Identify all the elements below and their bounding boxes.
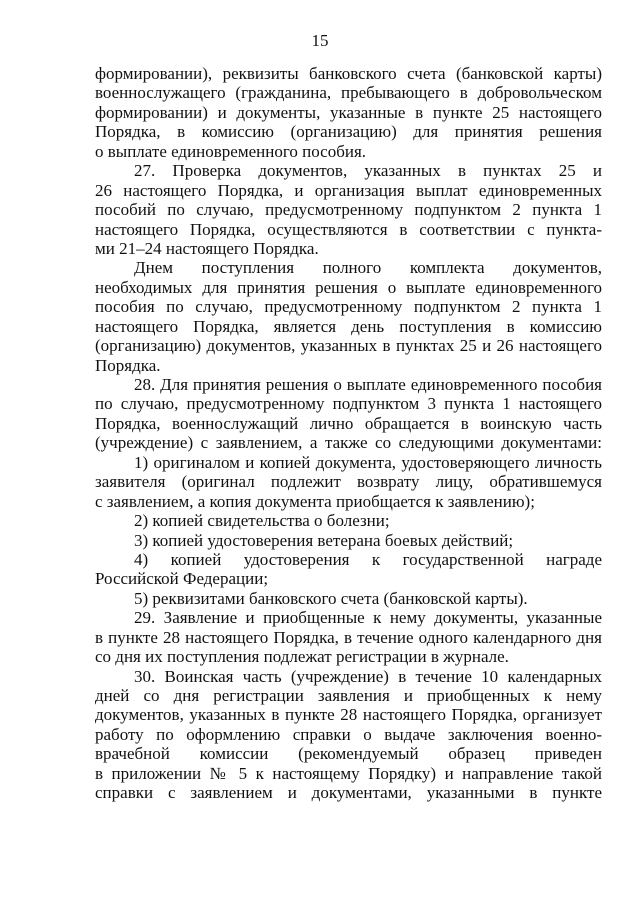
text-line: (учреждение) с заявлением, а также со следующими документами: [95,433,602,453]
document-body [95,64,602,803]
text-line: 3) копией удостоверения ветерана боевых действий; [134,530,514,550]
text-line: 29. Заявление и приобщенные к нему документы, указанные [134,608,602,628]
text-line: Порядка. [95,355,161,375]
text-line: военнослужащего (гражданина, пребывающего в добровольческом [95,83,602,103]
text-line: формировании) и документы, указанные в пункте 25 настоящего [95,102,602,122]
text-line: (организацию) документов, указанных в пунктах 25 и 26 настоящего [95,336,602,356]
text-line: 4) копией удостоверения к государственной награде [134,549,602,569]
text-line: Российской Федерации; [95,569,269,589]
text-line: 28. Для принятия решения о выплате единовременного пособия [134,375,602,394]
text-line: необходимых для принятия решения о выплате единовременного [95,277,602,297]
text-line: заявителя (оригинал подлежит возврату лицу, обратившемуся [95,472,602,492]
text-line: формировании), реквизиты банковского счета (банковской карты) [95,64,602,83]
text-line: со дня их поступления подлежат регистрации в журнале. [95,647,509,667]
text-line: в приложении № 5 к настоящему Порядку) и направление такой [95,763,602,783]
text-line: дней со дня регистрации заявления и приобщенных к нему [95,686,602,705]
text-line: Днем поступления полного комплекта документов, [134,258,602,278]
text-line: врачебной комиссии (рекомендуемый образец приведен [95,744,602,764]
text-line: пособий по случаю, предусмотренному подпунктом 2 пункта 1 [95,200,602,220]
text-line: настоящего Порядка, является день поступления в комиссию [95,316,602,336]
text-line: 26 настоящего Порядка, и организация выплат единовременных [95,180,602,200]
page-number: 15 [311,31,329,50]
text-line: 2) копией свидетельства о болезни; [134,511,390,531]
text-line: настоящего Порядка, осуществляются в соответствии с пункта- [95,219,602,239]
text-line: работу по оформлению справки о выдаче заключения военно- [95,724,602,744]
text-line: 30. Воинская часть (учреждение) в течение 10 календарных [134,666,602,686]
text-line: ми 21–24 настоящего Порядка. [95,238,319,258]
text-line: Порядка, в комиссию (организацию) для принятия решения [95,122,602,142]
text-line: 27. Проверка документов, указанных в пунктах 25 и [134,161,602,181]
text-line: 5) реквизитами банковского счета (банковской карты). [134,588,528,608]
text-line: справки с заявлением и документами, указанными в пункте [95,783,602,803]
text-line: пособия по случаю, предусмотренному подпунктом 2 пункта 1 [95,297,602,317]
text-line: в пункте 28 настоящего Порядка, в течение одного календарного дня [95,627,602,647]
text-line: документов, указанных в пункте 28 настоящего Порядка, организует [95,705,602,725]
text-line: Порядка, военнослужащий лично обращается в воинскую часть [95,413,602,433]
text-line: по случаю, предусмотренному подпунктом 3 пункта 1 настоящего [95,394,602,414]
text-line: с заявлением, а копия документа приобщается к заявлению); [95,491,535,511]
text-line: 1) оригиналом и копией документа, удостоверяющего личность [134,452,602,472]
text-line: о выплате единовременного пособия. [95,141,367,161]
